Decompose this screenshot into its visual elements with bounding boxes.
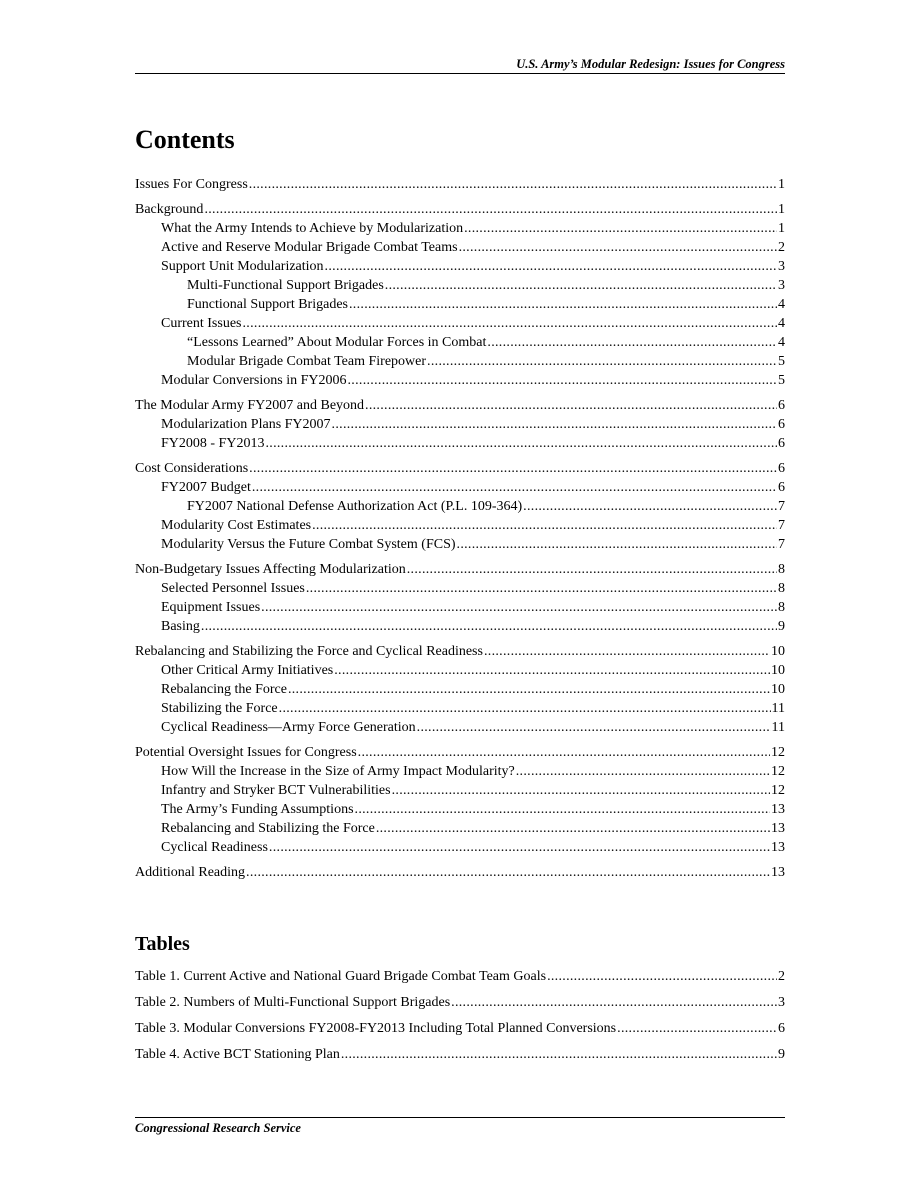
entry-title: Cost Considerations [135, 461, 249, 476]
toc-entry[interactable] [135, 863, 785, 882]
toc-entry[interactable] [135, 200, 785, 219]
dot-leader [457, 535, 777, 554]
entry-page-number: 7 [778, 499, 785, 514]
toc-entry[interactable] [135, 257, 785, 276]
entry-page-number: 2 [778, 969, 785, 984]
entry-title: FY2008 - FY2013 [161, 436, 265, 451]
toc-entry[interactable] [135, 238, 785, 257]
entry-title: FY2007 Budget [161, 480, 251, 495]
entry-title: Issues For Congress [135, 177, 248, 192]
toc-entry[interactable] [135, 762, 785, 781]
entry-title: Basing [161, 619, 200, 634]
toc-entry[interactable] [135, 642, 785, 661]
entry-title: Current Issues [161, 316, 242, 331]
toc-entry[interactable] [135, 352, 785, 371]
header-rule [135, 73, 785, 74]
entry-page-number: 9 [778, 619, 785, 634]
entry-title: Non-Budgetary Issues Affecting Modularization [135, 562, 406, 577]
dot-leader [523, 497, 777, 516]
entry-title: Selected Personnel Issues [161, 581, 305, 596]
entry-title: Equipment Issues [161, 600, 261, 615]
toc-entry[interactable] [135, 415, 785, 434]
entry-title: The Modular Army FY2007 and Beyond [135, 398, 365, 413]
entry-page-number: 3 [778, 278, 785, 293]
entry-title: Rebalancing and Stabilizing the Force and Cyclical Readiness [135, 644, 483, 659]
entry-title: Infantry and Stryker BCT Vulnerabilities [161, 783, 391, 798]
entry-title: Cyclical Readiness [161, 840, 268, 855]
entry-page-number: 5 [778, 373, 785, 388]
entry-title: The Army’s Funding Assumptions [161, 802, 354, 817]
toc-entry[interactable] [135, 333, 785, 352]
dot-leader [385, 276, 777, 295]
entry-title: Table 1. Current Active and National Guard Brigade Combat Team Goals [135, 969, 547, 984]
entry-page-number: 1 [778, 177, 785, 192]
toc-entry[interactable] [135, 598, 785, 617]
dot-leader [265, 434, 777, 453]
entry-page-number: 7 [778, 537, 785, 552]
running-footer: Congressional Research Service [135, 1121, 301, 1135]
dot-leader [312, 516, 777, 535]
toc-entry[interactable] [135, 219, 785, 238]
entry-page-number: 8 [778, 581, 785, 596]
entry-page-number: 12 [771, 764, 785, 779]
toc-entry[interactable] [135, 743, 785, 762]
entry-page-number: 1 [778, 221, 785, 236]
entry-title: Modularization Plans FY2007 [161, 417, 331, 432]
entry-page-number: 3 [778, 259, 785, 274]
entry-page-number: 13 [771, 821, 785, 836]
dot-leader [376, 819, 770, 838]
dot-leader [547, 967, 777, 986]
dot-leader [252, 478, 777, 497]
entry-page-number: 10 [771, 663, 785, 678]
dot-leader [355, 800, 770, 819]
toc-entry[interactable] [135, 800, 785, 819]
dot-leader [204, 200, 777, 219]
toc-entry[interactable] [135, 396, 785, 415]
toc-entry[interactable] [135, 617, 785, 636]
toc-entry[interactable] [135, 661, 785, 680]
dot-leader [417, 718, 771, 737]
entry-page-number: 9 [778, 1047, 785, 1062]
entry-title: Cyclical Readiness—Army Force Generation [161, 720, 416, 735]
toc-entry[interactable] [135, 819, 785, 838]
toc-entry[interactable] [135, 680, 785, 699]
dot-leader [332, 415, 777, 434]
dot-leader [348, 371, 778, 390]
entry-title: Rebalancing the Force [161, 682, 287, 697]
dot-leader [451, 993, 777, 1012]
entry-page-number: 6 [778, 461, 785, 476]
entry-page-number: 13 [771, 802, 785, 817]
toc-entry[interactable] [135, 371, 785, 390]
table-list-entry[interactable] [135, 1019, 785, 1038]
entry-page-number: 2 [778, 240, 785, 255]
dot-leader [249, 175, 777, 194]
entry-page-number: 11 [771, 701, 785, 716]
dot-leader [617, 1019, 777, 1038]
dot-leader [407, 560, 777, 579]
entry-page-number: 12 [771, 745, 785, 760]
entry-title: Table 3. Modular Conversions FY2008-FY2013 Including Total Planned Conversions [135, 1021, 617, 1036]
entry-title: What the Army Intends to Achieve by Modularization [161, 221, 464, 236]
entry-title: Support Unit Modularization [161, 259, 324, 274]
dot-leader [279, 699, 771, 718]
table-list-entry[interactable] [135, 967, 785, 986]
dot-leader [349, 295, 777, 314]
entry-page-number: 13 [771, 840, 785, 855]
entry-page-number: 11 [771, 720, 785, 735]
entry-title: Table 2. Numbers of Multi-Functional Support Brigades [135, 995, 451, 1010]
toc-entry[interactable] [135, 718, 785, 737]
toc-entry[interactable] [135, 579, 785, 598]
toc-entry[interactable] [135, 459, 785, 478]
entry-page-number: 8 [778, 562, 785, 577]
entry-page-number: 4 [778, 335, 785, 350]
table-list-entry[interactable] [135, 1045, 785, 1064]
dot-leader [334, 661, 770, 680]
dot-leader [201, 617, 777, 636]
entry-page-number: 6 [778, 1021, 785, 1036]
dot-leader [464, 219, 777, 238]
list-of-tables [135, 967, 785, 1071]
toc-entry[interactable] [135, 276, 785, 295]
entry-title: Modular Brigade Combat Team Firepower [187, 354, 427, 369]
entry-page-number: 12 [771, 783, 785, 798]
entry-page-number: 6 [778, 417, 785, 432]
dot-leader [325, 257, 777, 276]
entry-title: Stabilizing the Force [161, 701, 278, 716]
entry-title: Active and Reserve Modular Brigade Combat Teams [161, 240, 458, 255]
dot-leader [365, 396, 777, 415]
toc-entry[interactable] [135, 478, 785, 497]
table-of-contents [135, 175, 785, 882]
dot-leader [487, 333, 777, 352]
entry-title: Multi-Functional Support Brigades [187, 278, 384, 293]
entry-title: Modular Conversions in FY2006 [161, 373, 347, 388]
entry-page-number: 13 [771, 865, 785, 880]
table-list-entry[interactable] [135, 993, 785, 1012]
toc-entry[interactable] [135, 699, 785, 718]
entry-page-number: 4 [778, 297, 785, 312]
entry-page-number: 8 [778, 600, 785, 615]
dot-leader [288, 680, 770, 699]
entry-title: Rebalancing and Stabilizing the Force [161, 821, 375, 836]
running-header: U.S. Army’s Modular Redesign: Issues for Congress [516, 57, 785, 71]
entry-page-number: 3 [778, 995, 785, 1010]
entry-title: How Will the Increase in the Size of Army Impact Modularity? [161, 764, 515, 779]
dot-leader [484, 642, 770, 661]
dot-leader [269, 838, 770, 857]
dot-leader [243, 314, 778, 333]
toc-entry[interactable] [135, 838, 785, 857]
toc-entry[interactable] [135, 175, 785, 194]
dot-leader [341, 1045, 777, 1064]
toc-entry[interactable] [135, 535, 785, 554]
toc-entry[interactable] [135, 781, 785, 800]
dot-leader [459, 238, 777, 257]
entry-page-number: 7 [778, 518, 785, 533]
dot-leader [261, 598, 777, 617]
entry-page-number: 4 [778, 316, 785, 331]
dot-leader [392, 781, 770, 800]
entry-page-number: 6 [778, 480, 785, 495]
toc-entry[interactable] [135, 560, 785, 579]
entry-page-number: 10 [771, 682, 785, 697]
entry-title: Modularity Versus the Future Combat System (FCS) [161, 537, 456, 552]
toc-entry[interactable] [135, 497, 785, 516]
toc-entry[interactable] [135, 516, 785, 535]
toc-entry[interactable] [135, 295, 785, 314]
entry-title: Table 4. Active BCT Stationing Plan [135, 1047, 340, 1062]
entry-page-number: 10 [771, 644, 785, 659]
dot-leader [427, 352, 777, 371]
entry-title: FY2007 National Defense Authorization Act (P.L. 109-364) [187, 499, 523, 514]
entry-page-number: 1 [778, 202, 785, 217]
contents-heading: Contents [135, 125, 235, 154]
entry-page-number: 5 [778, 354, 785, 369]
entry-page-number: 6 [778, 436, 785, 451]
entry-title: “Lessons Learned” About Modular Forces in Combat [187, 335, 487, 350]
toc-entry[interactable] [135, 434, 785, 453]
entry-title: Additional Reading [135, 865, 246, 880]
dot-leader [516, 762, 770, 781]
tables-heading: Tables [135, 933, 190, 955]
dot-leader [306, 579, 777, 598]
dot-leader [358, 743, 770, 762]
entry-title: Other Critical Army Initiatives [161, 663, 334, 678]
entry-title: Modularity Cost Estimates [161, 518, 312, 533]
footer-rule [135, 1117, 785, 1118]
dot-leader [249, 459, 777, 478]
entry-title: Potential Oversight Issues for Congress [135, 745, 357, 760]
entry-page-number: 6 [778, 398, 785, 413]
entry-title: Background [135, 202, 204, 217]
dot-leader [246, 863, 770, 882]
toc-entry[interactable] [135, 314, 785, 333]
entry-title: Functional Support Brigades [187, 297, 348, 312]
